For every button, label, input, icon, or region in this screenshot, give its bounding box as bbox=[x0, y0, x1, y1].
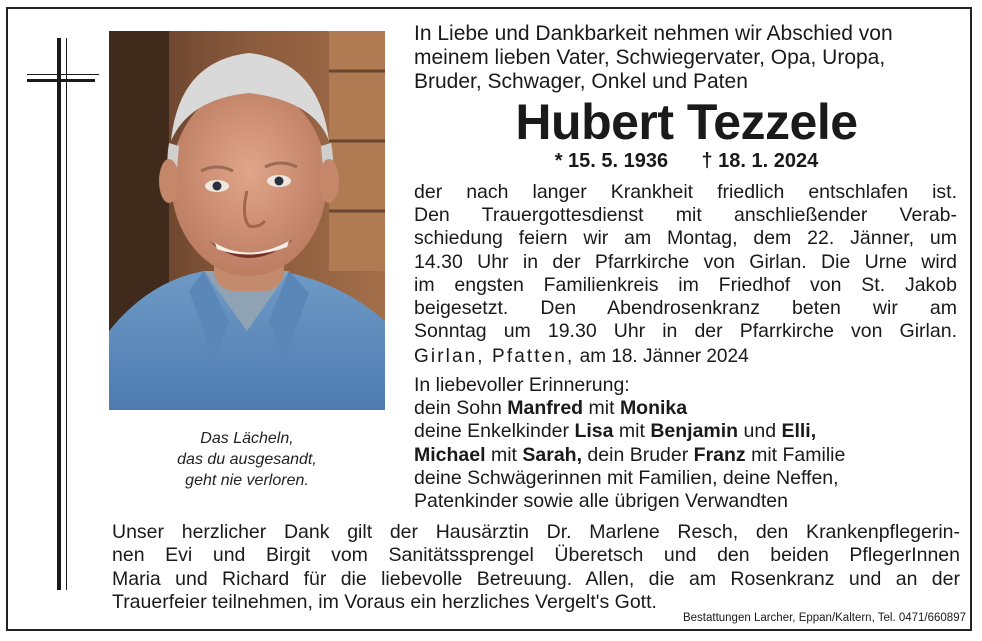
portrait-photo bbox=[109, 31, 385, 410]
place-and-date bbox=[414, 345, 749, 369]
mourners-list bbox=[414, 374, 962, 513]
thanks-line: Unser herzlicher Dank gilt der Hausärztin Dr. Marlene Resch, den Krankenpflegerin- bbox=[112, 521, 960, 543]
details-line: beigesetzt. Den Abendrosenkranz beten wir am bbox=[414, 297, 957, 320]
thanks-line: Maria und Richard für die liebevolle Betreuung. Allen, die am Rosenkranz und an der bbox=[112, 567, 960, 590]
quote-line: geht nie verloren. bbox=[185, 472, 309, 489]
quote-line: das du ausgesandt, bbox=[177, 451, 317, 468]
mourner-line: deine Enkelkinder Lisa mit Benjamin und Elli, bbox=[414, 420, 817, 443]
notice-date: am 18. Jänner 2024 bbox=[579, 346, 749, 367]
intro-text bbox=[414, 22, 959, 94]
memorial-quote bbox=[109, 428, 385, 491]
intro-line: Bruder, Schwager, Onkel und Paten bbox=[414, 70, 748, 93]
details-line: 14.30 Uhr in der Pfarrkirche von Girlan. Die Urne wird bbox=[414, 250, 957, 273]
birth-date: * 15. 5. 1936 bbox=[554, 150, 669, 172]
life-dates bbox=[414, 148, 959, 174]
details-line: im engsten Familienkreis im Friedhof von St. Jakob bbox=[414, 273, 957, 296]
mourner-line: Michael mit Sarah, dein Bruder Franz mit Familie bbox=[414, 443, 846, 466]
mourner-line: Patenkinder sowie alle übrigen Verwandten bbox=[414, 490, 788, 513]
quote-line: Das Lächeln, bbox=[200, 430, 294, 447]
details-line: schiedung feiern wir am Montag, dem 22. Jänner, um bbox=[414, 227, 957, 250]
death-date: † 18. 1. 2024 bbox=[701, 150, 819, 172]
mourner-line: deine Schwägerinnen mit Familien, deine Neffen, bbox=[414, 466, 839, 489]
thanks-line: Trauerfeier teilnehmen, im Voraus ein herzliches Vergelt's Gott. bbox=[112, 590, 657, 613]
thanks-text bbox=[112, 521, 960, 614]
places: Girlan, Pfatten, bbox=[414, 346, 575, 367]
mourner-line: dein Sohn Manfred mit Monika bbox=[414, 397, 688, 420]
intro-line: meinem lieben Vater, Schwiegervater, Opa, Uropa, bbox=[414, 46, 886, 69]
details-line: der nach langer Krankheit friedlich entschlafen ist. bbox=[414, 181, 957, 203]
undertaker-credit: Bestattungen Larcher, Eppan/Kaltern, Tel. 0471/660897 bbox=[682, 612, 966, 624]
intro-line: In Liebe und Dankbarkeit nehmen wir Abschied von bbox=[414, 22, 893, 45]
deceased-name: Hubert Tezzele bbox=[515, 94, 858, 150]
thanks-line: nen Evi und Birgit vom Sanitätssprengel Überetsch und den beiden PflegerInnen bbox=[112, 544, 960, 567]
details-line: Sonntag um 19.30 Uhr in der Pfarrkirche von Girlan. bbox=[414, 320, 957, 343]
details-line: Den Trauergottesdienst mit anschließender Verab- bbox=[414, 204, 957, 227]
funeral-details bbox=[414, 181, 957, 343]
mourners-heading: In liebevoller Erinnerung: bbox=[414, 374, 630, 396]
